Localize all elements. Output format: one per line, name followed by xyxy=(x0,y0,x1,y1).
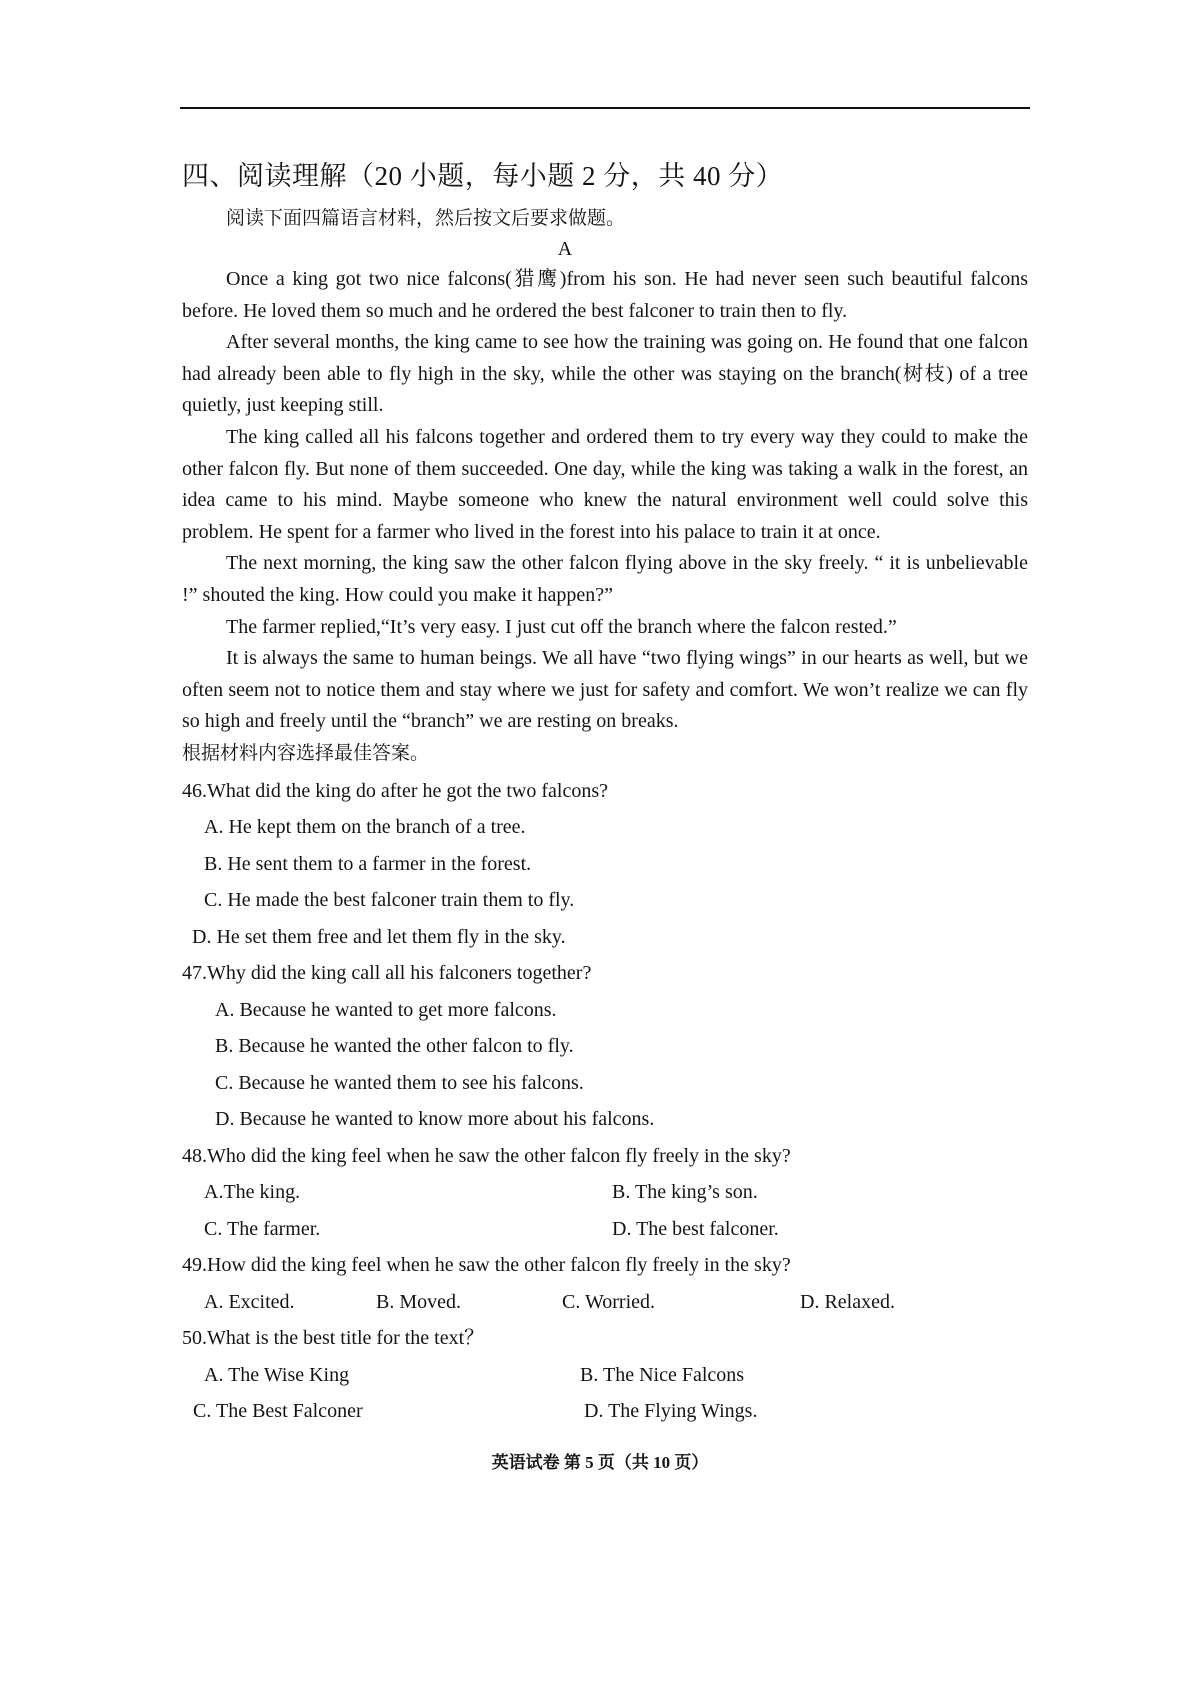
option-c: C. He made the best falconer train them to fly. xyxy=(204,889,575,912)
option-b: B. Moved. xyxy=(376,1290,461,1313)
passage-paragraph: Once a king got two nice falcons(猎鹰)from his son. He had never seen such beautiful falcons before. He loved them so much and he ordered the best falconer to train then to fly. xyxy=(182,268,1028,322)
option-a: A. Because he wanted to get more falcons. xyxy=(215,998,557,1021)
option-d: D. Because he wanted to know more about his falcons. xyxy=(215,1108,655,1131)
option-row xyxy=(182,1284,1028,1321)
option-a: A. The Wise King xyxy=(204,1363,350,1386)
option-a: A.The king. xyxy=(204,1181,301,1204)
option-d: D. The Flying Wings. xyxy=(584,1400,758,1423)
top-rule xyxy=(180,107,1030,109)
option-c: C. Worried. xyxy=(562,1290,656,1313)
option-b: B. The Nice Falcons xyxy=(580,1363,745,1386)
option-row xyxy=(182,1174,1028,1211)
question-text: 48.Who did the king feel when he saw the other falcon fly freely in the sky? xyxy=(182,1144,791,1167)
passage-label: A xyxy=(557,238,573,260)
passage-paragraph: The next morning, the king saw the other falcon flying above in the sky freely. “ it is unbelievable !” shouted the king. How could you make it happen?” xyxy=(182,552,1028,606)
option-d: D. He set them free and let them fly in the sky. xyxy=(192,925,566,948)
option-b: B. He sent them to a farmer in the forest. xyxy=(204,852,532,875)
question-text: 47.Why did the king call all his falconers together? xyxy=(182,962,592,985)
option-d: D. The best falconer. xyxy=(612,1217,779,1240)
question-instruction: 根据材料内容选择最佳答案。 xyxy=(182,742,430,764)
question-text: 50.What is the best title for the text？ xyxy=(182,1327,485,1350)
option-row xyxy=(182,1357,1028,1394)
question-46 xyxy=(182,773,1028,956)
option-d: D. Relaxed. xyxy=(800,1290,895,1313)
option-row xyxy=(182,1211,1028,1248)
passage-paragraph: After several months, the king came to see how the training was going on. He found that one falcon had already been able to fly high in the sky, while the other was staying on the branch(树枝) of a tree quietly, just keeping still. xyxy=(182,331,1028,417)
question-text: 46.What did the king do after he got the two falcons? xyxy=(182,779,608,802)
question-49 xyxy=(182,1247,1028,1320)
page-footer: 英语试卷 第 5 页（共 10 页） xyxy=(491,1453,709,1472)
question-text: 49.How did the king feel when he saw the other falcon fly freely in the sky? xyxy=(182,1254,791,1277)
option-b: B. The king’s son. xyxy=(612,1181,758,1204)
question-48 xyxy=(182,1138,1028,1248)
option-c: C. The farmer. xyxy=(204,1217,321,1240)
section-instruction: 阅读下面四篇语言材料，然后按文后要求做题。 xyxy=(226,208,626,229)
option-c: C. The Best Falconer xyxy=(193,1400,363,1423)
option-a: A. He kept them on the branch of a tree. xyxy=(204,816,526,839)
passage-paragraph: The farmer replied,“It’s very easy. I just cut off the branch where the falcon rested.” xyxy=(226,615,897,638)
passage-paragraph: The king called all his falcons together and ordered them to try every way they could to make the other falcon fly. But none of them succeeded. One day, while the king was taking a walk in the forest, an idea came to his mind. Maybe someone who knew the natural environment well could solve this problem. He spent for a farmer who lived in the forest into his palace to train it at once. xyxy=(182,425,1028,543)
option-b: B. Because he wanted the other falcon to fly. xyxy=(215,1035,574,1058)
option-a: A. Excited. xyxy=(204,1290,295,1313)
option-c: C. Because he wanted them to see his falcons. xyxy=(215,1071,584,1094)
passage-paragraph: It is always the same to human beings. We all have “two flying wings” in our hearts as well, but we often seem not to notice them and stay where we just for safety and comfort. We won’t realize we can fly so high and freely until the “branch” we are resting on breaks. xyxy=(182,647,1028,733)
page-content xyxy=(182,156,1028,1430)
question-50 xyxy=(182,1320,1028,1430)
option-row xyxy=(182,1393,1028,1430)
question-47 xyxy=(182,955,1028,1138)
section-title: 四、阅读理解（20 小题，每小题 2 分，共 40 分） xyxy=(182,161,784,191)
